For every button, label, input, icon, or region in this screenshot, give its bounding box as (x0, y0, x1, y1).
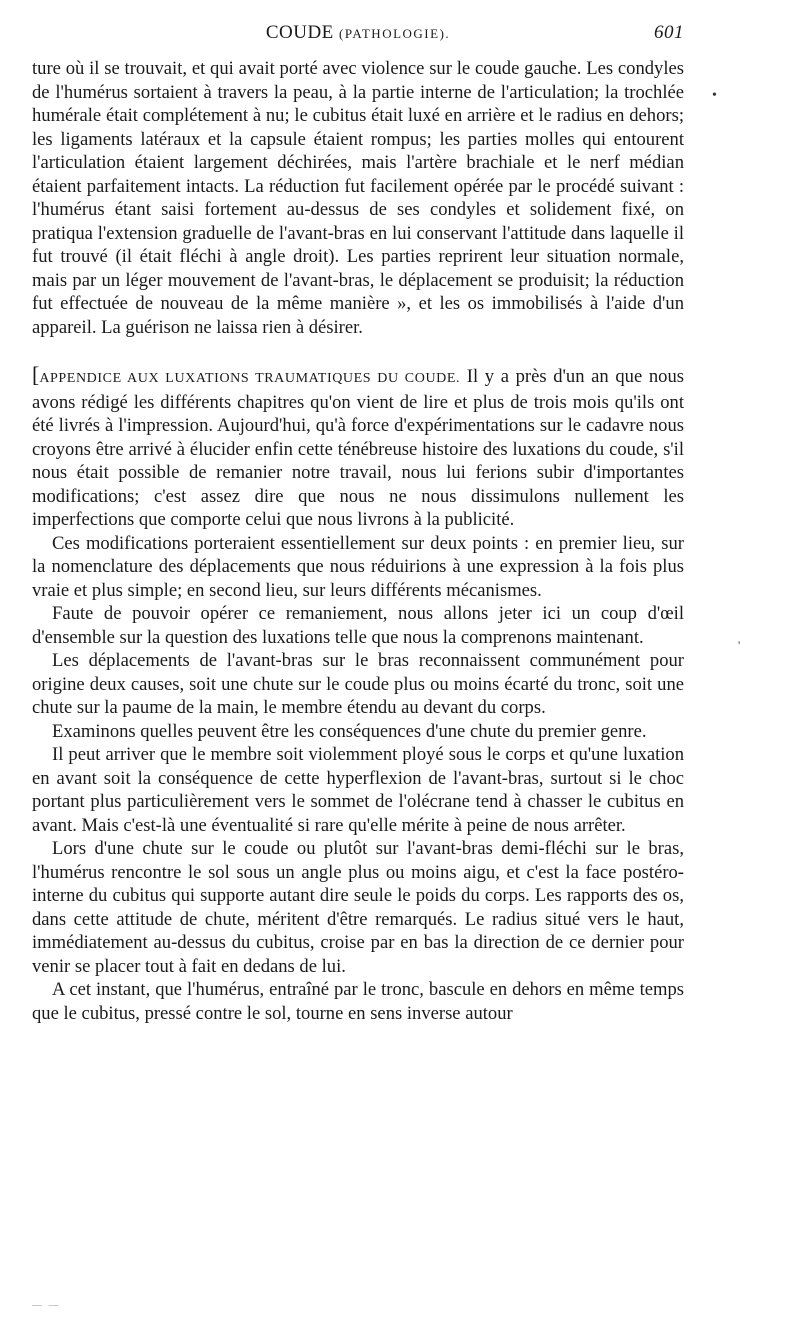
paragraph: Il peut arriver que le membre soit violemment ployé sous le corps et qu'une luxation en avant soit la conséquence de cette hyperflexion de l'avant-bras, surtout si le choc portant plus particulièrement vers le sommet de l'olécrane tend à chasser le cubitus en avant. Mais c'est-là une éventualité si rare qu'elle mérite à peine de nous arrêter. (32, 744, 684, 836)
margin-tick-mark: ' (738, 638, 741, 652)
page-number: 601 (654, 22, 684, 43)
title-main: COUDE (265, 22, 334, 43)
paragraph: Faute de pouvoir opérer ce remaniement, nous allons jeter ici un coup d'œil d'ensemble sur la question des luxations telle que nous la comprenons maintenant. (32, 603, 684, 648)
body-text (32, 57, 684, 1025)
appendix-lead: Il y a près d'un an que (466, 366, 643, 387)
title-sub: (PATHOLOGIE). (339, 26, 451, 41)
running-header (32, 22, 684, 48)
appendix-paragraph (32, 363, 684, 532)
appendix-heading: APPENDICE AUX LUXATIONS TRAUMATIQUES DU COUDE. (39, 371, 461, 386)
paragraph-continuation: ture où il se trouvait, et qui avait porté avec violence sur le coude gauche. Les condyles de l'humérus sortaient à travers la peau, à la partie interne de l'articulation; la trochlée humérale était complétement à nu; le cubitus était luxé en arrière et le radius en dehors; les ligaments latéraux et la capsule étaient rompus; les parties molles qui entourent l'articulation étaient largement déchirées, mais l'artère brachiale et le nerf médian étaient parfaitement intacts. La réduction fut facilement opérée par le procédé suivant : l'humérus étant saisi fortement au-dessus de ses condyles et solidement fixé, on pratiqua l'extension graduelle de l'avant-bras en lui conservant l'attitude dans laquelle il fut trouvé (il était fléchi à angle droit). Les parties reprirent leur situation normale, mais par un léger mouvement de l'avant-bras, le déplacement se produisit; la réduction fut effectuée de nouveau de la même manière », et les os immobilisés à l'aide d'un appareil. La guérison ne laissa rien à désirer. (32, 58, 684, 338)
margin-dot-mark: • (712, 88, 717, 103)
paragraph: Lors d'une chute sur le coude ou plutôt sur l'avant-bras demi-fléchi sur le bras, l'humérus rencontre le sol sous un angle plus ou moins aigu, et c'est la face postéro-interne du cubitus qui supporte autant dire seule le poids du corps. Les rapports des os, dans cette attitude de chute, méritent d'être remarqués. Le radius situé vers le haut, immédiatement au-dessus du cubitus, croise par en bas la direction de ce dernier pour venir se placer tout à fait en dedans de lui. (32, 838, 684, 977)
running-title (32, 22, 684, 44)
paragraph: A cet instant, que l'humérus, entraîné par le tronc, bascule en dehors en même temps que le cubitus, pressé contre le sol, tourne en sens inverse autour (32, 979, 684, 1024)
paragraph: Examinons quelles peuvent être les conséquences d'une chute du premier genre. (52, 720, 647, 742)
footer-smudge: — — (32, 1300, 61, 1311)
paragraph: Ces modifications porteraient essentiellement sur deux points : en premier lieu, sur la nomenclature des déplacements que nous réduirions à une expression à la fois plus vraie et plus simple; en second lieu, sur leurs différents mécanismes. (32, 532, 684, 601)
appendix-body: nous avons rédigé les différents chapitres qu'on vient de lire et plus de trois mois qu'ils ont été livrés à l'impression. Aujourd'hui, qu'à force d'expérimentations sur le cadavre nous croyons être arrivé à élucider enfin cette ténébreuse histoire des luxations du coude, s'il nous était possible de remanier notre travail, nous lui ferions subir d'importantes modifications; c'est assez dire que nous ne nous dissimulons nullement les imperfections que comporte celui que nous livrons à la publicité. (32, 366, 684, 530)
paragraph: Les déplacements de l'avant-bras sur le bras reconnaissent communément pour origine deux causes, soit une chute sur le coude plus ou moins écarté du tronc, soit une chute sur la paume de la main, le membre étendu au devant du corps. (32, 650, 684, 718)
appendix-bracket: [ (32, 362, 40, 387)
